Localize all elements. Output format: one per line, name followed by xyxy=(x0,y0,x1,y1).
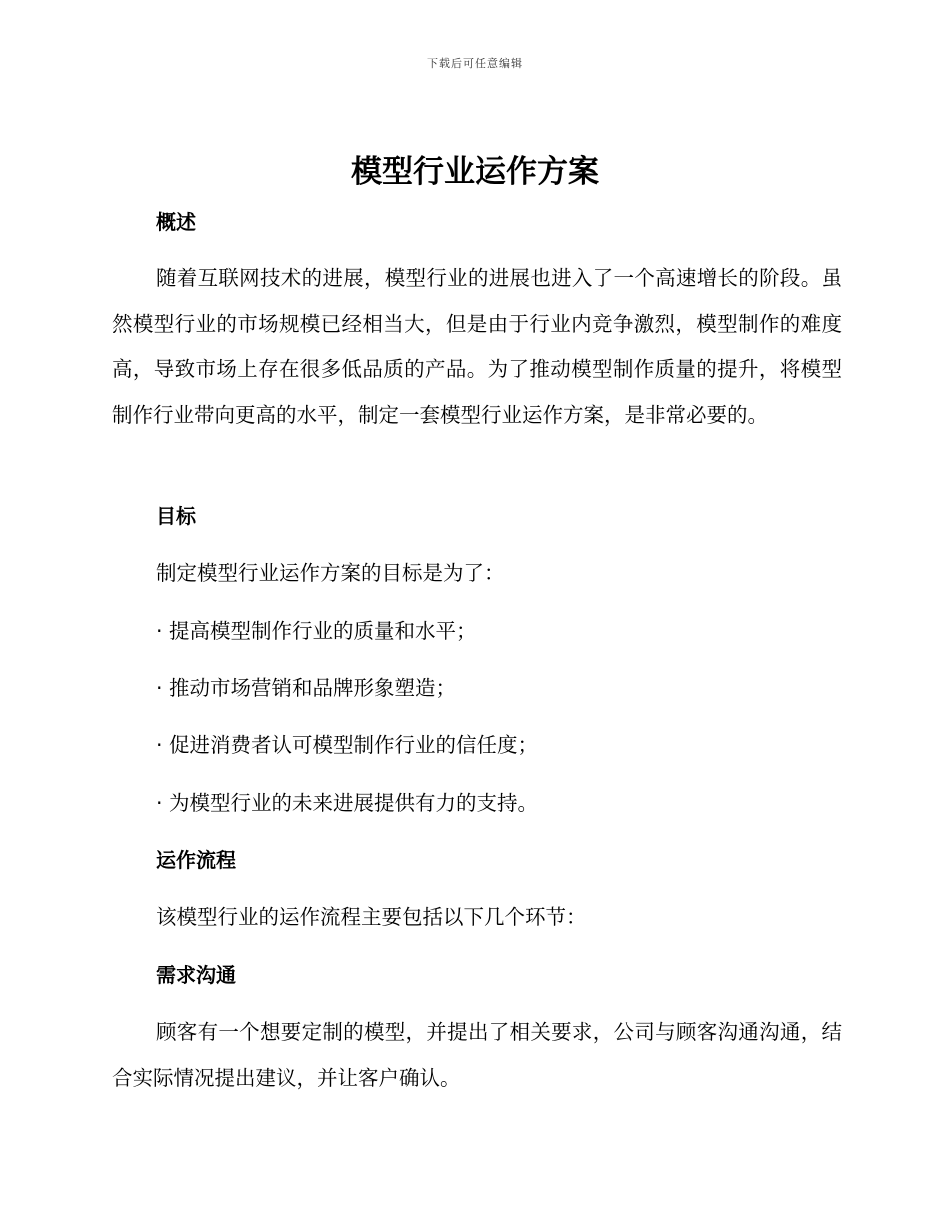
section-heading-process: 运作流程 xyxy=(156,848,236,872)
section-heading-overview: 概述 xyxy=(156,210,196,234)
header-note: 下载后可任意编辑 xyxy=(427,57,523,70)
communication-paragraph: 顾客有一个想要定制的模型，并提出了相关要求，公司与顾客沟通沟通，结合实际情况提出建议，并让客户确认。 xyxy=(112,1020,842,1090)
section-heading-goals: 目标 xyxy=(156,504,196,528)
goal-list-item: · 促进消费者认可模型制作行业的信任度； xyxy=(156,733,539,757)
overview-paragraph: 随着互联网技术的进展，模型行业的进展也进入了一个高速增长的阶段。虽然模型行业的市场规模已经相当大，但是由于行业内竞争激烈，模型制作的难度高，导致市场上存在很多低品质的产品。为了推动模型制作质量的提升，将模型制作行业带向更高的水平，制定一套模型行业运作方案，是非常必要的。 xyxy=(112,266,842,427)
goal-list-item: · 推动市场营销和品牌形象塑造； xyxy=(156,676,457,700)
process-intro: 该模型行业的运作流程主要包括以下几个环节： xyxy=(156,905,587,929)
document-title: 模型行业运作方案 xyxy=(351,154,599,190)
section-heading-communication: 需求沟通 xyxy=(156,963,236,987)
goal-list-item: · 为模型行业的未来进展提供有力的支持。 xyxy=(156,791,539,815)
goal-list-item: · 提高模型制作行业的质量和水平； xyxy=(156,619,477,643)
goals-intro: 制定模型行业运作方案的目标是为了： xyxy=(156,561,505,585)
